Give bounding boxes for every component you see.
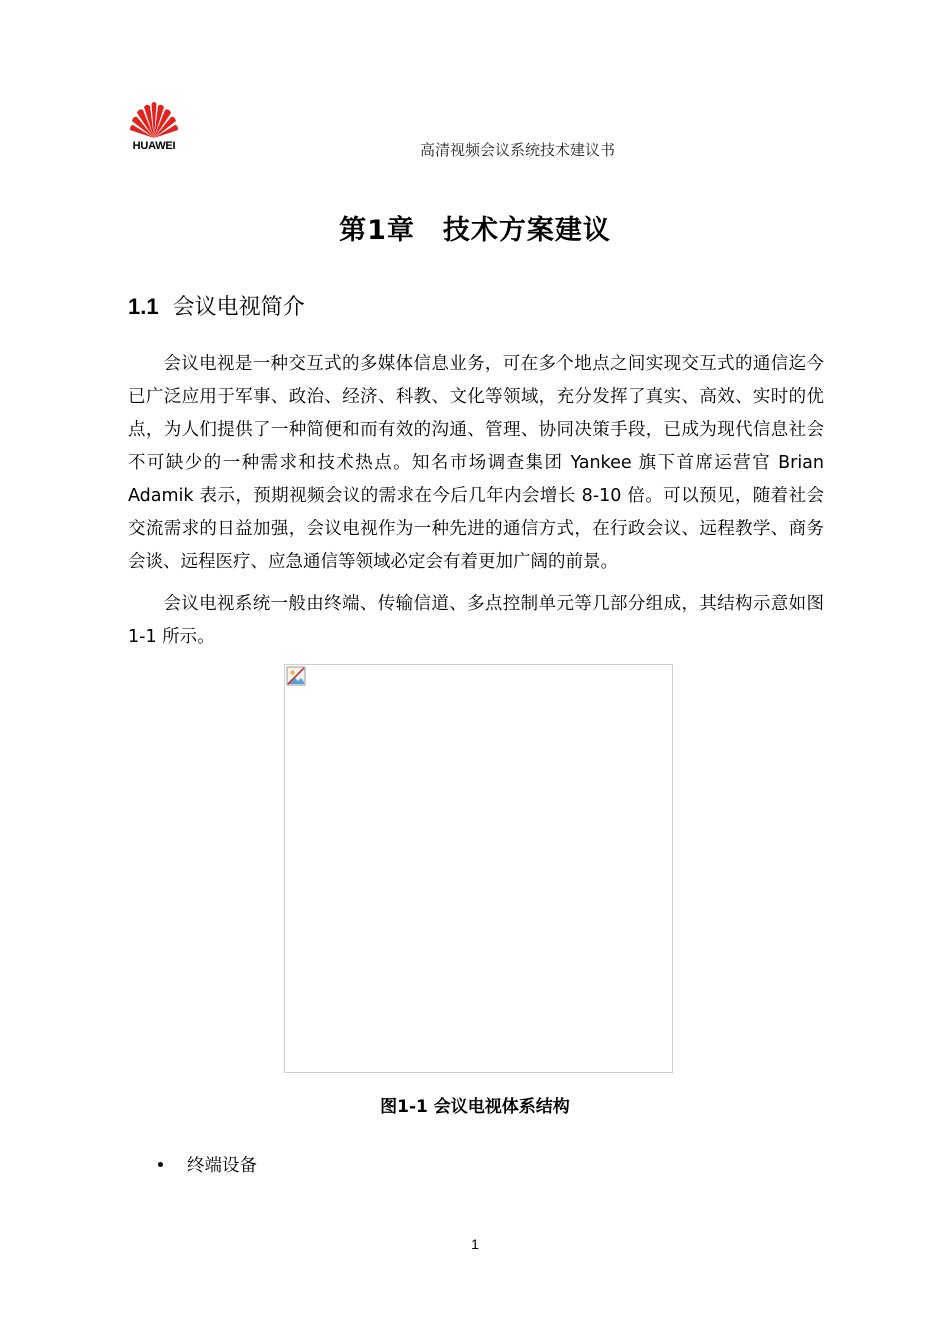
chapter-title: 技术方案建议 — [442, 215, 611, 246]
logo-wordmark: HUAWEI — [132, 140, 176, 152]
paragraph-2 — [128, 588, 824, 654]
page-number: 1 — [471, 1236, 479, 1252]
huawei-logo — [128, 98, 180, 158]
chapter-heading — [0, 208, 950, 247]
bullet-dot-icon — [158, 1162, 163, 1167]
broken-image-icon — [286, 666, 306, 686]
chapter-number: 第1章 — [339, 215, 415, 246]
huawei-logo-icon — [128, 98, 180, 140]
bullet-text: 终端设备 — [187, 1156, 257, 1176]
paragraph-1-text: 会议电视是一种交互式的多媒体信息业务，可在多个地点之间实现交互式的通信迄今已广泛应用于军事、政治、经济、科教、文化等领域，充分发挥了真实、高效、实时的优点，为人们提供了一种简便和而有效的沟通、管理、协同决策手段，已成为现代信息社会不可缺少的一种需求和技术热点。知名市场调查集团 Yankee 旗下首席运营官 Brian Adamik 表示，预期视频会议的需求在今后几年内会增长 8-10 倍。可以预见，随着社会交流需求的日益加强，会议电视作为一种先进的通信方式，在行政会议、远程教学、商务会谈、远程医疗、应急通信等领域必定会有着更加广阔的前景。 — [128, 354, 824, 572]
section-number: 1.1 — [128, 294, 159, 319]
figure-caption: 图1-1 会议电视体系结构 — [380, 1097, 570, 1117]
section-heading — [128, 290, 305, 321]
paragraph-2-text: 会议电视系统一般由终端、传输信道、多点控制单元等几部分组成，其结构示意如图 1-1 所示。 — [128, 594, 824, 647]
document-header-title: 高清视频会议系统技术建议书 — [420, 141, 616, 159]
section-title: 会议电视简介 — [172, 295, 305, 320]
bullet-list-item — [158, 1152, 257, 1177]
figure-image-placeholder — [284, 664, 673, 1073]
paragraph-1 — [128, 348, 824, 579]
